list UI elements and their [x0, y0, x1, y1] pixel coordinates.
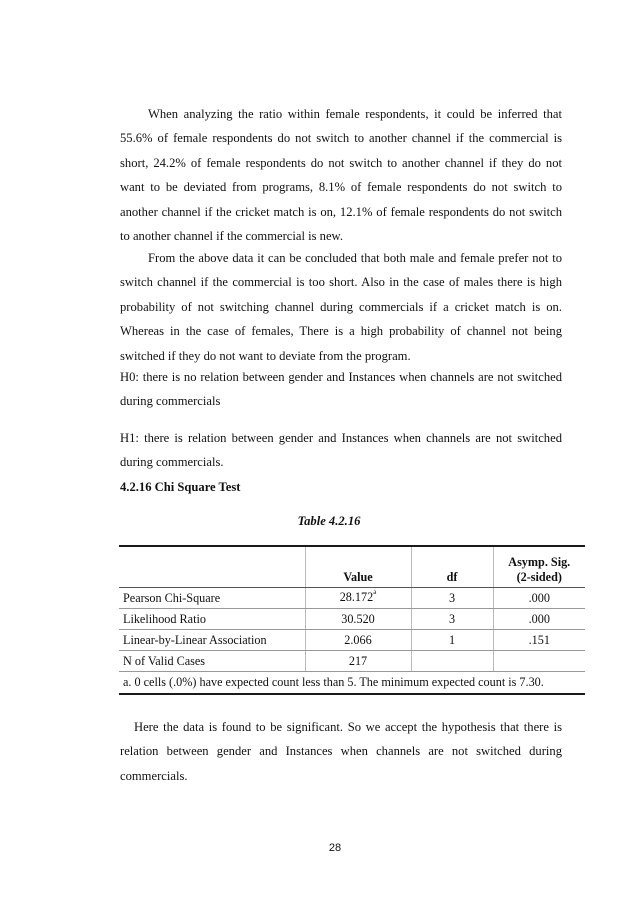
row-label: Likelihood Ratio	[119, 609, 305, 630]
footnote-marker: a	[373, 588, 377, 597]
table-row	[119, 609, 585, 630]
row-sig: .151	[493, 630, 585, 651]
row-sig: .000	[493, 588, 585, 609]
paragraph-result: Here the data is found to be significant. So we accept the hypothesis that there is relation between gender and Instances when channels are not switched during commercials.	[120, 720, 562, 783]
paragraph-female-ratio: When analyzing the ratio within female respondents, it could be inferred that 55.6% of female respondents do not switch to another channel if the commercial is short, 24.2% of female respondents do not switch to another channel if they do not want to be deviated from programs, 8.1% of female respondents do not switch to another channel if the cricket match is on, 12.1% of female respondents do not switch to another channel if the commercial is new.	[120, 107, 562, 244]
row-sig	[493, 651, 585, 672]
header-blank	[119, 546, 305, 588]
row-label: Pearson Chi-Square	[119, 588, 305, 609]
row-df: 3	[411, 609, 493, 630]
header-asymp-sig	[493, 546, 585, 588]
chi-square-table	[119, 545, 585, 695]
section-heading: 4.2.16 Chi Square Test	[120, 480, 241, 494]
paragraph-conclusion: From the above data it can be concluded that both male and female prefer not to switch channel if the commercial is too short. Also in the case of males there is high probability of not switching channel during commercials if a cricket match is on. Whereas in the case of females, There is a high probability of channel not being switched if they do not want to deviate from the program.	[120, 251, 562, 363]
row-value: 217	[305, 651, 411, 672]
row-df: 1	[411, 630, 493, 651]
table-caption: Table 4.2.16	[297, 514, 361, 528]
row-label: N of Valid Cases	[119, 651, 305, 672]
table-row	[119, 588, 585, 609]
row-df	[411, 651, 493, 672]
table-footnote-row	[119, 672, 585, 695]
hypothesis-h1: H1: there is relation between gender and Instances when channels are not switched during commercials.	[120, 431, 562, 470]
row-label: Linear-by-Linear Association	[119, 630, 305, 651]
table-row	[119, 630, 585, 651]
header-sig-line1: Asymp. Sig.	[508, 555, 571, 569]
row-sig: .000	[493, 609, 585, 630]
header-sig-line2: (2-sided)	[516, 570, 562, 584]
hypothesis-h0: H0: there is no relation between gender and Instances when channels are not switched during commercials	[120, 370, 562, 409]
row-value-text: 28.172	[339, 590, 374, 605]
table-header-row	[119, 546, 585, 588]
page-number: 28	[328, 842, 342, 854]
row-value: 2.066	[305, 630, 411, 651]
row-value: 30.520	[305, 609, 411, 630]
row-df: 3	[411, 588, 493, 609]
header-df: df	[411, 546, 493, 588]
table-footnote: a. 0 cells (.0%) have expected count less than 5. The minimum expected count is 7.30.	[119, 672, 585, 695]
table-row	[119, 651, 585, 672]
row-value	[305, 588, 411, 609]
header-value: Value	[305, 546, 411, 588]
